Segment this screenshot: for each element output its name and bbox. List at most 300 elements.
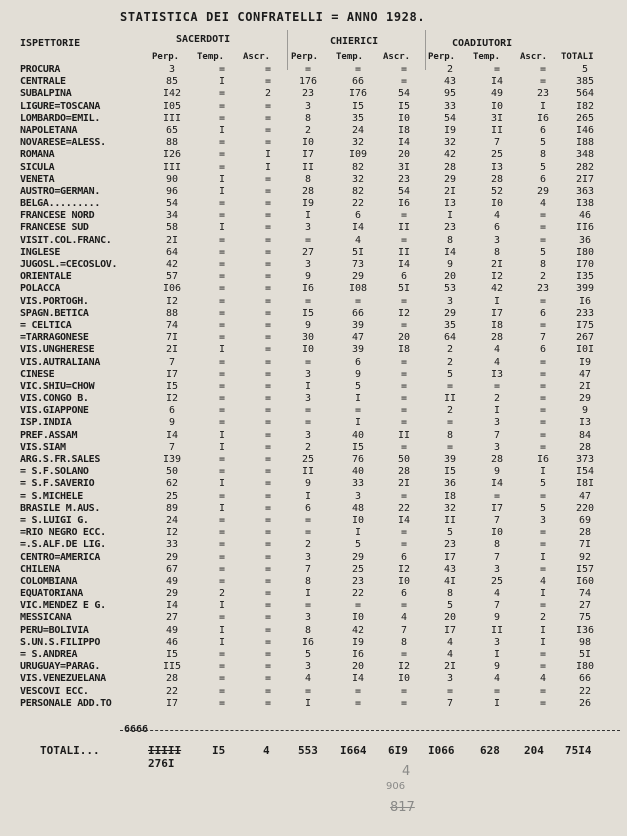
cell-row-label: LIGURE=TOSCANA: [20, 100, 101, 112]
cell-sac-perp: 96: [165, 185, 179, 197]
cell-sac-ascr: =: [264, 356, 272, 368]
cell-sac-temp: I: [218, 173, 226, 185]
cell-sac-ascr: =: [264, 514, 272, 526]
cell-sac-temp: =: [218, 697, 226, 709]
cell-sac-temp: =: [218, 551, 226, 563]
cell-coa-ascr: 6: [539, 344, 547, 356]
cell-chi-ascr: =: [400, 405, 408, 417]
table-row: [0, 466, 627, 478]
cell-row-label: VIS.CONGO B.: [20, 393, 89, 405]
table-row: [0, 637, 627, 649]
cell-chi-ascr: 3I: [397, 161, 411, 173]
cell-coa-temp: 7: [493, 600, 501, 612]
cell-coa-perp: 23: [443, 539, 457, 551]
cell-chi-ascr: 50: [397, 454, 411, 465]
cell-chi-temp: 47: [351, 332, 365, 344]
cell-sac-ascr: =: [264, 173, 272, 185]
cell-row-total: I46: [575, 124, 595, 136]
cell-coa-perp: I5: [443, 466, 457, 478]
cell-row-label: VIS.GIAPPONE: [20, 405, 89, 417]
cell-coa-ascr: I: [539, 551, 547, 563]
cell-row-total: I57: [575, 563, 595, 575]
cell-sac-ascr: =: [264, 429, 272, 441]
cell-sac-perp: 42: [165, 259, 179, 270]
cell-coa-temp: 3: [493, 441, 501, 453]
cell-row-label: POLACCA: [20, 283, 61, 295]
table-row: [0, 393, 627, 405]
cell-sac-temp: =: [218, 417, 226, 429]
cell-row-label: VIS.SIAM: [20, 441, 66, 453]
cell-coa-perp: 39: [443, 454, 457, 465]
cell-row-total: 385: [575, 76, 595, 88]
cell-coa-perp: II: [443, 514, 457, 526]
table-row: [0, 600, 627, 612]
cell-coa-temp: 25: [490, 149, 504, 161]
cell-coa-ascr: =: [539, 685, 547, 697]
cell-sac-ascr: =: [264, 259, 272, 270]
cell-chi-ascr: I0: [397, 673, 411, 685]
cell-sac-temp: =: [218, 380, 226, 392]
cell-coa-temp: 7: [493, 137, 501, 149]
cell-sac-ascr: =: [264, 405, 272, 417]
cell-sac-perp: 27: [165, 612, 179, 624]
cell-sac-ascr: =: [264, 588, 272, 600]
cell-coa-perp: 4: [446, 636, 454, 648]
cell-sac-temp: =: [218, 295, 226, 307]
table-row: [0, 503, 627, 515]
cell-chi-ascr: I2: [397, 563, 411, 575]
cell-chi-ascr: =: [400, 441, 408, 453]
cell-row-label: VESCOVI ECC.: [20, 685, 89, 697]
cell-row-label: URUGUAY=PARAG.: [20, 661, 101, 673]
table-row: [0, 259, 627, 271]
cell-coa-temp: =: [493, 380, 501, 392]
cell-sac-temp: I: [218, 124, 226, 136]
cell-coa-perp: 43: [443, 76, 457, 88]
cell-row-total: 2I7: [575, 173, 595, 185]
cell-chi-ascr: II: [397, 222, 411, 234]
cell-chi-temp: I5: [351, 100, 365, 112]
table-row: [0, 430, 627, 442]
cell-coa-ascr: 29: [536, 185, 550, 197]
cell-coa-ascr: 8: [539, 259, 547, 270]
cell-coa-ascr: 5: [539, 137, 547, 149]
cell-coa-temp: 4: [493, 210, 501, 222]
cell-coa-temp: 2I: [490, 259, 504, 270]
totals-sac-ascr: 4: [263, 744, 270, 757]
cell-coa-perp: =: [446, 417, 454, 429]
cell-sac-ascr: =: [264, 344, 272, 356]
cell-coa-perp: I9: [443, 124, 457, 136]
cell-chi-temp: I9: [351, 636, 365, 648]
cell-row-total: I9: [578, 356, 592, 368]
cell-chi-ascr: 23: [397, 173, 411, 185]
cell-coa-perp: 53: [443, 283, 457, 295]
cell-coa-temp: 6: [493, 222, 501, 234]
cell-sac-ascr: =: [264, 673, 272, 685]
cell-chi-perp: 3: [304, 259, 312, 270]
cell-chi-perp: =: [304, 514, 312, 526]
cell-coa-perp: 32: [443, 137, 457, 149]
cell-sac-ascr: =: [264, 454, 272, 465]
cell-chi-perp: 8: [304, 575, 312, 587]
cell-coa-perp: =: [446, 441, 454, 453]
cell-sac-temp: =: [218, 490, 226, 502]
cell-chi-perp: =: [304, 527, 312, 539]
cell-chi-temp: 20: [351, 661, 365, 673]
cell-coa-temp: 25: [490, 575, 504, 587]
subheader-sac-temp: Temp.: [197, 52, 225, 62]
cell-chi-ascr: I8: [397, 124, 411, 136]
cell-row-label: CINESE: [20, 368, 55, 380]
cell-chi-perp: 7: [304, 563, 312, 575]
cell-chi-temp: 3: [354, 490, 362, 502]
table-row: [0, 357, 627, 369]
cell-coa-perp: 2: [446, 344, 454, 356]
cell-row-total: 66: [578, 673, 592, 685]
cell-coa-perp: =: [446, 380, 454, 392]
cell-chi-ascr: 20: [397, 149, 411, 161]
cell-row-label: FRANCESE NORD: [20, 210, 95, 222]
cell-row-total: I88: [575, 137, 595, 149]
cell-row-label: FRANCESE SUD: [20, 222, 89, 234]
table-row: [0, 491, 627, 503]
cell-chi-perp: 9: [304, 319, 312, 331]
totals-separator: [120, 730, 620, 731]
cell-coa-ascr: 6: [539, 307, 547, 319]
cell-coa-temp: 9: [493, 612, 501, 624]
cell-coa-ascr: 3: [539, 514, 547, 526]
cell-coa-perp: 33: [443, 100, 457, 112]
cell-sac-perp: I05: [162, 100, 182, 112]
cell-row-label: PERSONALE ADD.TO: [20, 697, 112, 709]
cell-row-label: PROCURA: [20, 64, 61, 75]
cell-chi-perp: I0: [301, 137, 315, 149]
cell-row-label: CENTRO=AMERICA: [20, 551, 101, 563]
cell-coa-perp: 29: [443, 173, 457, 185]
cell-chi-perp: =: [304, 685, 312, 697]
cell-chi-perp: I5: [301, 307, 315, 319]
cell-coa-perp: 9: [446, 259, 454, 270]
cell-chi-ascr: =: [400, 368, 408, 380]
table-row: [0, 698, 627, 710]
cell-sac-perp: 57: [165, 271, 179, 283]
cell-sac-temp: =: [218, 64, 226, 75]
cell-sac-ascr: =: [264, 466, 272, 478]
cell-sac-temp: =: [218, 527, 226, 539]
cell-chi-perp: I6: [301, 636, 315, 648]
cell-chi-ascr: I0: [397, 575, 411, 587]
cell-row-label: NAPOLETANA: [20, 124, 78, 136]
subheader-chi-perp: Perp.: [291, 52, 319, 62]
subheader-sac-perp: Perp.: [152, 52, 180, 62]
cell-row-total: 29: [578, 393, 592, 405]
cell-sac-ascr: =: [264, 246, 272, 258]
cell-row-total: 28: [578, 527, 592, 539]
cell-chi-ascr: 6: [400, 271, 408, 283]
cell-row-total: 2I: [578, 380, 592, 392]
cell-coa-perp: 28: [443, 161, 457, 173]
cell-coa-temp: I7: [490, 502, 504, 514]
cell-chi-perp: I: [304, 588, 312, 600]
cell-row-label: =TARRAGONESE: [20, 332, 89, 344]
cell-coa-ascr: =: [539, 429, 547, 441]
cell-coa-ascr: 5: [539, 246, 547, 258]
table-row: [0, 649, 627, 661]
cell-chi-temp: 32: [351, 173, 365, 185]
cell-row-total: 27: [578, 600, 592, 612]
cell-chi-ascr: =: [400, 685, 408, 697]
cell-chi-perp: =: [304, 64, 312, 75]
cell-row-total: 373: [575, 454, 595, 465]
cell-sac-temp: I: [218, 429, 226, 441]
table-row: [0, 625, 627, 637]
cell-row-label: = S.MICHELE: [20, 490, 83, 502]
cell-coa-temp: 3I: [490, 112, 504, 124]
cell-chi-perp: 5: [304, 649, 312, 660]
cell-row-total: I75: [575, 319, 595, 331]
cell-sac-perp: II5: [162, 661, 182, 673]
cell-coa-temp: I0: [490, 198, 504, 210]
cell-chi-ascr: 54: [397, 185, 411, 197]
cell-row-total: 282: [575, 161, 595, 173]
cell-sac-perp: 49: [165, 575, 179, 587]
cell-row-total: 5I: [578, 649, 592, 660]
cell-chi-temp: =: [354, 600, 362, 612]
cell-sac-temp: =: [218, 137, 226, 149]
cell-coa-temp: I0: [490, 100, 504, 112]
cell-row-label: S.UN.S.FILIPPO: [20, 636, 101, 648]
cell-chi-temp: 9: [354, 368, 362, 380]
cell-chi-temp: I08: [348, 283, 368, 295]
cell-sac-perp: I06: [162, 283, 182, 295]
cell-chi-ascr: 28: [397, 466, 411, 478]
cell-coa-ascr: =: [539, 527, 547, 539]
cell-chi-temp: 5: [354, 380, 362, 392]
cell-sac-perp: I2: [165, 393, 179, 405]
cell-coa-perp: 2: [446, 64, 454, 75]
cell-sac-perp: 25: [165, 490, 179, 502]
cell-sac-temp: =: [218, 649, 226, 660]
cell-sac-temp: =: [218, 466, 226, 478]
table-row: [0, 320, 627, 332]
cell-sac-perp: 62: [165, 478, 179, 490]
cell-coa-temp: I2: [490, 271, 504, 283]
table-row: [0, 686, 627, 698]
cell-coa-temp: I4: [490, 76, 504, 88]
cell-chi-perp: 8: [304, 624, 312, 636]
cell-sac-perp: 54: [165, 198, 179, 210]
cell-row-label: = S.ANDREA: [20, 649, 78, 660]
cell-chi-ascr: 2I: [397, 478, 411, 490]
cell-coa-temp: I3: [490, 161, 504, 173]
table-row: [0, 162, 627, 174]
cell-row-total: 220: [575, 502, 595, 514]
table-row: [0, 308, 627, 320]
cell-sac-perp: I5: [165, 380, 179, 392]
cell-row-total: 75: [578, 612, 592, 624]
cell-row-label: JUGOSL.=CECOSLOV.: [20, 259, 118, 270]
table-row: [0, 381, 627, 393]
cell-row-total: I70: [575, 259, 595, 270]
cell-chi-ascr: I4: [397, 137, 411, 149]
cell-sac-ascr: I: [264, 149, 272, 161]
cell-coa-perp: 20: [443, 271, 457, 283]
subheader-totali: TOTALI: [561, 52, 594, 62]
header-ispettorie: ISPETTORIE: [20, 38, 81, 49]
totals-chi-ascr: 6I9: [388, 744, 408, 757]
cell-coa-perp: 54: [443, 112, 457, 124]
cell-coa-perp: 23: [443, 222, 457, 234]
cell-coa-ascr: I: [539, 636, 547, 648]
cell-chi-ascr: =: [400, 649, 408, 660]
table-row: [0, 527, 627, 539]
totals-coa-temp: 628: [480, 744, 500, 757]
totals-coa-perp: I066: [428, 744, 455, 757]
table-row: [0, 247, 627, 259]
cell-coa-perp: 7: [446, 697, 454, 709]
cell-sac-temp: =: [218, 356, 226, 368]
cell-sac-perp: I26: [162, 149, 182, 161]
cell-sac-perp: 58: [165, 222, 179, 234]
cell-row-label: VENETA: [20, 173, 55, 185]
cell-chi-ascr: 7: [400, 624, 408, 636]
cell-chi-perp: 2: [304, 539, 312, 551]
cell-row-total: I6: [578, 295, 592, 307]
cell-chi-temp: 48: [351, 502, 365, 514]
cell-coa-temp: II: [490, 624, 504, 636]
cell-chi-temp: 29: [351, 551, 365, 563]
cell-row-total: I0I: [575, 344, 595, 356]
cell-coa-ascr: =: [539, 222, 547, 234]
cell-sac-ascr: =: [264, 198, 272, 210]
cell-coa-ascr: =: [539, 368, 547, 380]
cell-sac-perp: I39: [162, 454, 182, 465]
cell-chi-perp: =: [304, 405, 312, 417]
cell-row-label: SUBALPINA: [20, 88, 72, 100]
totals-grand: 75I4: [565, 744, 592, 757]
cell-coa-ascr: I: [539, 100, 547, 112]
cell-coa-ascr: =: [539, 393, 547, 405]
cell-row-label: VIS.VENEZUELANA: [20, 673, 106, 685]
cell-coa-temp: 4: [493, 588, 501, 600]
cell-sac-perp: I4: [165, 429, 179, 441]
cell-row-total: I3: [578, 417, 592, 429]
cell-coa-temp: 42: [490, 283, 504, 295]
cell-chi-perp: 23: [301, 88, 315, 100]
cell-sac-temp: I: [218, 222, 226, 234]
cell-sac-temp: =: [218, 405, 226, 417]
cell-sac-ascr: =: [264, 527, 272, 539]
cell-coa-ascr: =: [539, 697, 547, 709]
cell-row-label: VIC.SHIU=CHOW: [20, 380, 95, 392]
cell-row-total: 22: [578, 685, 592, 697]
cell-row-total: I80: [575, 661, 595, 673]
cell-sac-temp: I: [218, 600, 226, 612]
cell-coa-ascr: I: [539, 588, 547, 600]
cell-chi-temp: 32: [351, 137, 365, 149]
cell-chi-perp: 30: [301, 332, 315, 344]
table-row: [0, 417, 627, 429]
table-row: [0, 673, 627, 685]
cell-coa-ascr: =: [539, 600, 547, 612]
cell-chi-temp: =: [354, 697, 362, 709]
cell-row-total: 26: [578, 697, 592, 709]
cell-sac-ascr: =: [264, 393, 272, 405]
cell-sac-ascr: =: [264, 624, 272, 636]
cell-coa-perp: 2I: [443, 661, 457, 673]
cell-chi-perp: I: [304, 210, 312, 222]
cell-sac-perp: I5: [165, 649, 179, 660]
cell-sac-ascr: I: [264, 161, 272, 173]
cell-coa-temp: =: [493, 64, 501, 75]
cell-sac-perp: 29: [165, 551, 179, 563]
cell-coa-ascr: 7: [539, 332, 547, 344]
cell-chi-temp: 39: [351, 344, 365, 356]
cell-coa-temp: 28: [490, 332, 504, 344]
cell-coa-perp: =: [446, 685, 454, 697]
cell-sac-perp: I2: [165, 527, 179, 539]
cell-row-total: 399: [575, 283, 595, 295]
cell-coa-perp: 43: [443, 563, 457, 575]
cell-chi-temp: =: [354, 685, 362, 697]
cell-sac-temp: =: [218, 393, 226, 405]
cell-coa-ascr: =: [539, 405, 547, 417]
cell-coa-ascr: =: [539, 649, 547, 660]
cell-sac-temp: =: [218, 539, 226, 551]
cell-chi-perp: =: [304, 295, 312, 307]
cell-chi-ascr: =: [400, 234, 408, 246]
cell-coa-temp: 7: [493, 551, 501, 563]
cell-row-label: = S.F.SAVERIO: [20, 478, 95, 490]
cell-chi-perp: 2: [304, 441, 312, 453]
cell-sac-perp: 46: [165, 636, 179, 648]
cell-sac-perp: I42: [162, 88, 182, 100]
cell-sac-ascr: =: [264, 210, 272, 222]
header-sacerdoti: SACERDOTI: [176, 34, 231, 45]
cell-chi-temp: 66: [351, 307, 365, 319]
cell-sac-temp: =: [218, 149, 226, 161]
table-row: [0, 539, 627, 551]
cell-sac-perp: 67: [165, 563, 179, 575]
cell-chi-perp: 176: [298, 76, 318, 88]
cell-sac-perp: 88: [165, 137, 179, 149]
cell-row-label: LOMBARDO=EMIL.: [20, 112, 101, 124]
cell-chi-ascr: I8: [397, 344, 411, 356]
cell-coa-perp: 20: [443, 612, 457, 624]
cell-coa-ascr: 6: [539, 173, 547, 185]
cell-coa-perp: 2: [446, 356, 454, 368]
cell-coa-ascr: 4: [539, 575, 547, 587]
cell-row-total: II6: [575, 222, 595, 234]
cell-chi-perp: I: [304, 697, 312, 709]
cell-chi-temp: 23: [351, 575, 365, 587]
cell-coa-ascr: 2: [539, 612, 547, 624]
cell-chi-perp: I9: [301, 198, 315, 210]
cell-chi-perp: 3: [304, 661, 312, 673]
cell-sac-ascr: =: [264, 612, 272, 624]
cell-coa-temp: I: [493, 405, 501, 417]
cell-coa-ascr: 5: [539, 502, 547, 514]
cell-row-total: 564: [575, 88, 595, 100]
cell-chi-perp: =: [304, 234, 312, 246]
cell-sac-temp: 2: [218, 588, 226, 600]
cell-chi-temp: 29: [351, 271, 365, 283]
cell-sac-perp: 49: [165, 624, 179, 636]
cell-chi-ascr: I4: [397, 514, 411, 526]
cell-row-label: ORIENTALE: [20, 271, 72, 283]
cell-chi-ascr: =: [400, 697, 408, 709]
